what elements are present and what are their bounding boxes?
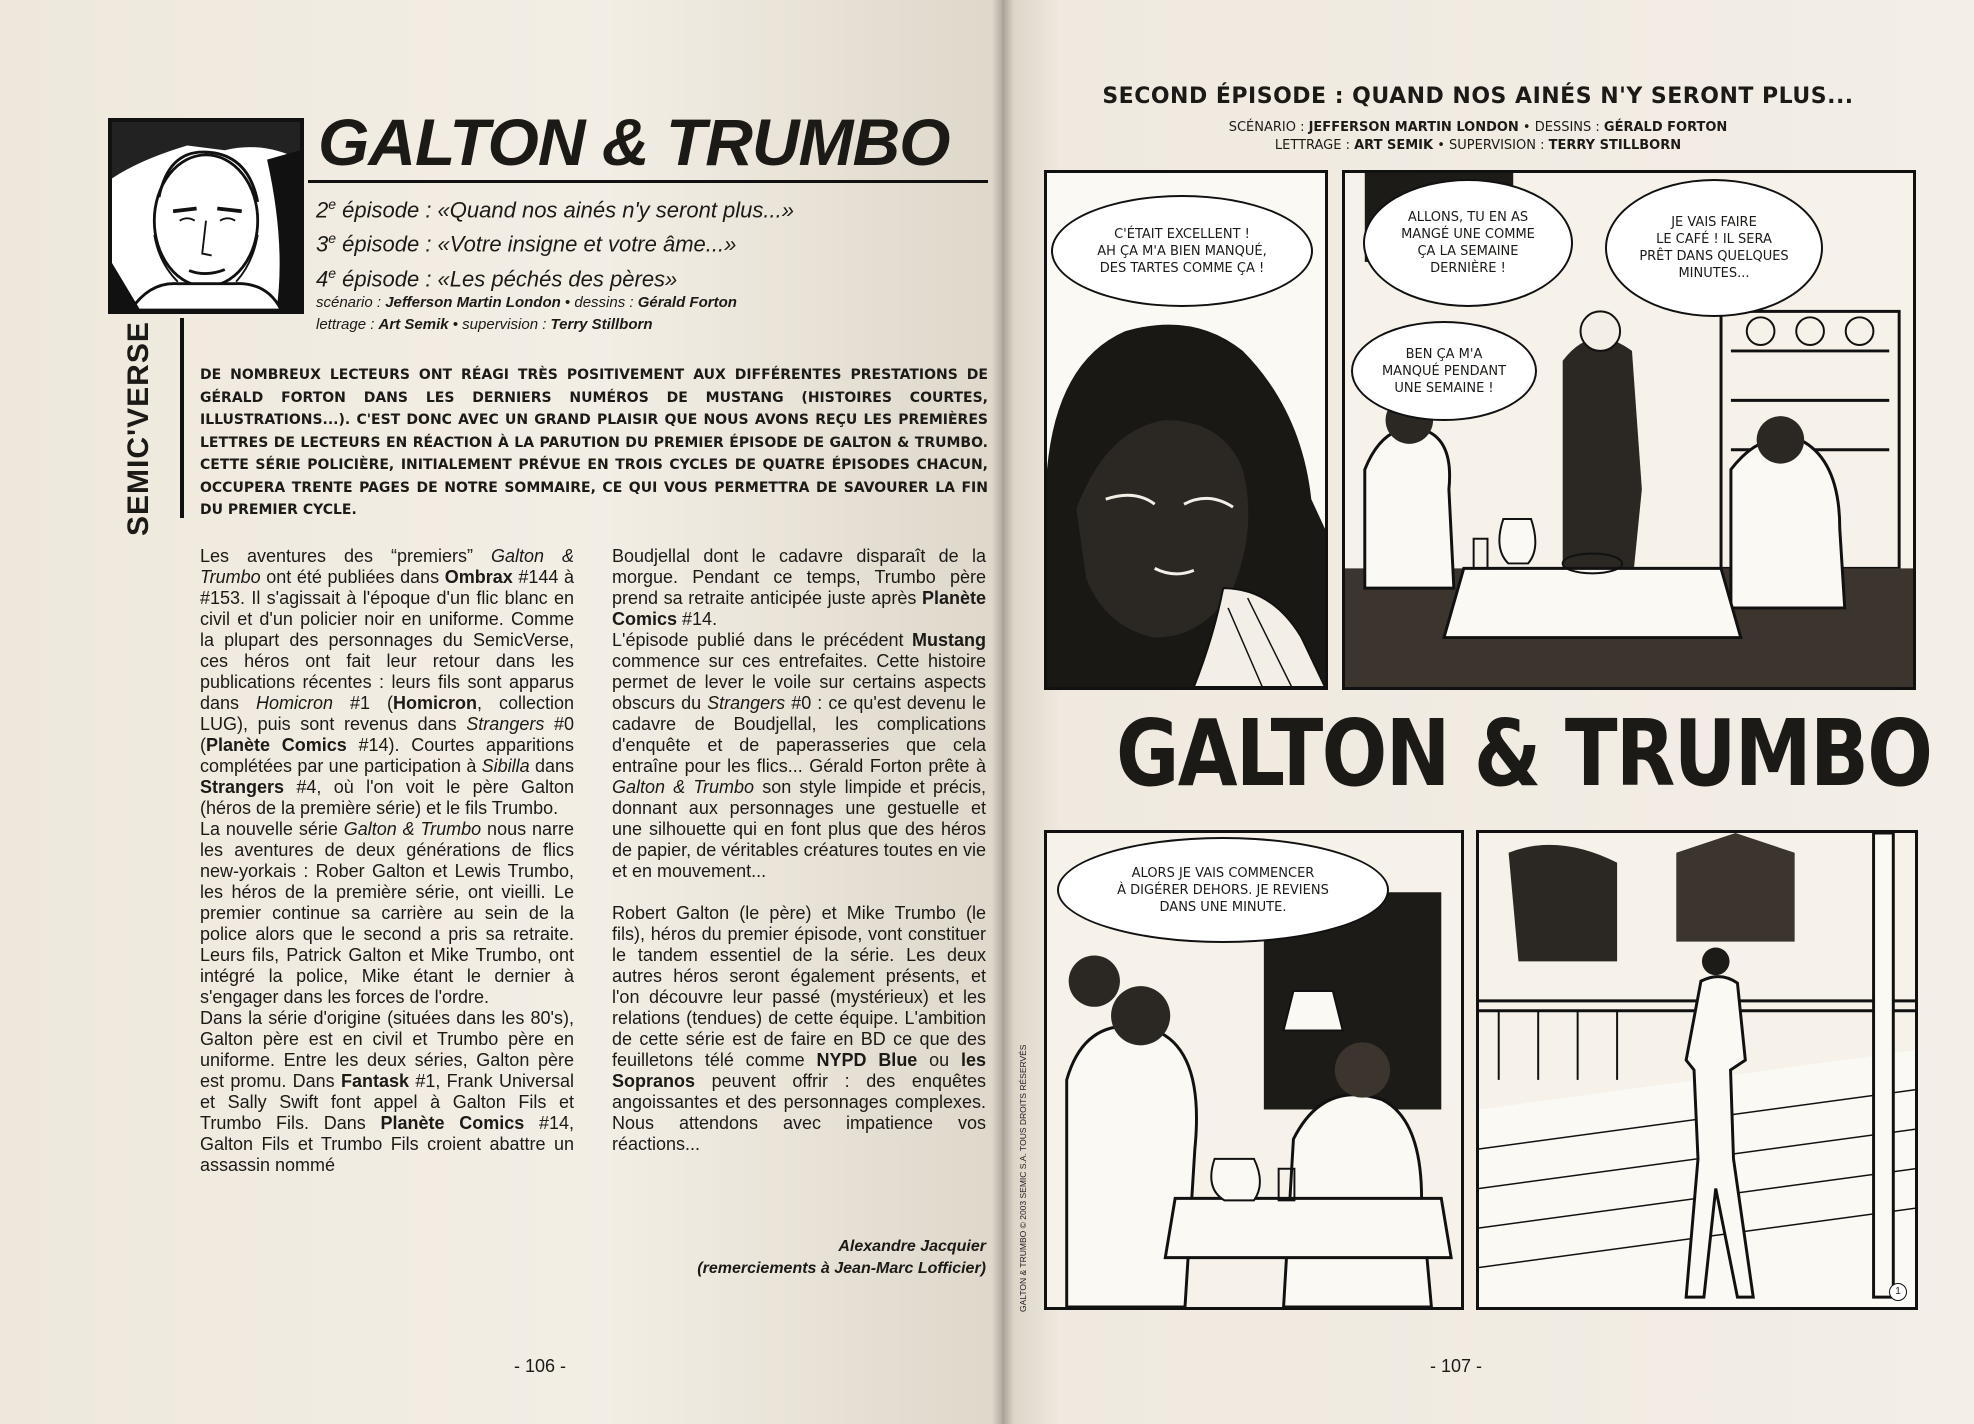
speech-balloon <box>1605 179 1823 317</box>
portrait-drawing <box>112 122 300 310</box>
comic-title: GALTON & TRUMBO <box>1116 700 1932 807</box>
episode-line <box>316 259 794 293</box>
intro-paragraph: DE NOMBREUX LECTEURS ONT RÉAGI TRÈS POSITIVEMENT AUX DIFFÉRENTES PRESTATIONS DE GÉRALD FORTON DANS LES DERNIERS NUMÉROS DE MUSTANG (HISTOIRES COURTES, ILLUSTRATIONS...). C'EST DONC AVEC UN GRAND PLAISIR QUE NOUS AVONS REÇU LES PREMIÈRES LETTRES DE LECTEURS EN RÉACTION À LA PARUTION DU PREMIER ÉPISODE DE GALTON & TRUMBO. CETTE SÉRIE POLICIÈRE, INITIALEMENT PRÉVUE EN TROIS CYCLES DE QUATRE ÉPISODES CHACUN, OCCUPERA TRENTE PAGES DE NOTRE SOMMAIRE, CE QUI VOUS PERMETTRA DE SAVOURER LA FIN DU PREMIER CYCLE. <box>200 367 988 518</box>
signature-thanks: (remerciements à Jean-Marc Lofficier) <box>697 1260 986 1277</box>
artist-name: Gérald Forton <box>637 294 737 311</box>
balloon-line: ALLONS, TU EN AS <box>1407 210 1529 225</box>
article-column-2 <box>612 546 986 1155</box>
balloon-line: ÇA LA SEMAINE <box>1417 244 1519 259</box>
credits-line-1: scénario : Jefferson Martin London • dessins : Gérald Forton <box>316 294 737 311</box>
balloon-line: MANQUÉ PENDANT <box>1381 363 1507 379</box>
comic-credits-2: LETTRAGE : ART SEMIK • SUPERVISION : TERRY STILLBORN <box>1274 138 1682 153</box>
episode-number: 2 <box>316 197 329 223</box>
balloon-line: MINUTES... <box>1678 266 1750 281</box>
episode-title: SECOND ÉPISODE : QUAND NOS AINÉS N'Y SERONT PLUS... <box>1102 84 1854 109</box>
credits-line-2: lettrage : Art Semik • supervision : Terry Stillborn <box>316 316 653 333</box>
page-number-right: - 107 - <box>1430 1356 1483 1376</box>
copyright-notice: GALTON & TRUMBO © 2003 SEMIC S.A. TOUS DROITS RÉSERVÉS <box>1018 1044 1028 1312</box>
episode-text: épisode : «Votre insigne et votre âme...» <box>336 231 737 257</box>
balloon-line: DES TARTES COMME ÇA ! <box>1099 260 1265 276</box>
section-label: SEMIC'VERSE <box>122 321 155 536</box>
episode-text: épisode : «Les péchés des pères» <box>336 265 678 291</box>
balloon-line: BEN ÇA M'A <box>1405 346 1483 362</box>
book-gutter <box>992 0 1014 1424</box>
balloon-line: DANS UNE MINUTE. <box>1159 899 1287 915</box>
episode-suffix: e <box>328 230 337 247</box>
paragraph: Robert Galton (le père) et Mike Trumbo (le fils), héros du premier épisode, vont constituer le tandem essentiel de la série. Les deux autres héros seront également présents, et l'on découvre leur passé (mystérieux) et les relations (tendues) de cette équipe. L'ambition de cette série est de faire en BD ce que des feuilletons télé comme NYPD Blue ou les Sopranos peuvent offrir : des enquêtes angoissantes et des personnages complexes. Nous attendons avec impatience vos réactions... <box>612 903 986 1154</box>
panel-4-art <box>1479 833 1915 1307</box>
speech-balloon <box>1057 837 1389 943</box>
comic-panel-2 <box>1342 170 1916 690</box>
page-number-left: - 106 - <box>514 1356 567 1376</box>
balloon-line: LE CAFÉ ! IL SERA <box>1656 232 1772 247</box>
paragraph: Dans la série d'origine (situées dans les 80's), Galton père est en civil et Trumbo père en uniforme. Entre les deux séries, Galton père est promu. Dans Fantask #1, Frank Universal et Sally Swift font appel à Galton Fils et Trumbo Fils. Dans Planète Comics #14, Galton Fils et Trumbo Fils croient abattre un assassin nommé <box>200 1008 574 1175</box>
supervisor-name: Terry Stillborn <box>550 316 653 333</box>
comic-credits-1: SCÉNARIO : JEFFERSON MARTIN LONDON • DESSINS : GÉRALD FORTON <box>1228 120 1728 135</box>
speech-balloon <box>1363 179 1573 307</box>
paragraph: Les aventures des “premiers” Galton & Trumbo ont été publiées dans Ombrax #144 à #153. Il s'agissait à l'époque d'un flic blanc en civil et d'un policier noir en uniforme. Comme la plupart des personnages du SemicVerse, ces héros ont fait leur retour dans les publications récentes : leurs fils sont apparus dans Homicron #1 (Homicron, collection LUG), puis sont revenus dans Strangers #0 (Planète Comics #14). Courtes apparitions complétées par une participation à Sibilla dans Strangers #4, où l'on voit le père Galton (héros de la première série) et le fils Trumbo. <box>200 546 574 818</box>
episode-text: épisode : «Quand nos ainés n'y seront plus...» <box>336 197 794 223</box>
signature <box>612 1236 986 1280</box>
signature-author: Alexandre Jacquier <box>838 1238 986 1255</box>
speech-balloon <box>1351 321 1537 421</box>
scenario-author: Jefferson Martin London <box>385 294 561 311</box>
right-page <box>1002 0 1974 1424</box>
title-divider <box>308 180 988 183</box>
comic-panel-1 <box>1044 170 1328 690</box>
article-column-1 <box>200 546 574 1176</box>
episode-suffix: e <box>328 196 337 212</box>
paragraph: L'épisode publié dans le précédent Mustang commence sur ces entrefaites. Cette histoire permet de lever le voile sur certains aspects obscurs du Strangers #0 : ce qu'est devenu le cadavre de Boudjellal, les complications d'enquête et de paperasseries que cela entraîne pour les flics... Gérald Forton prête à Galton & Trumbo son style limpide et précis, donnant aux personnages une gestuelle et une silhouette qui en font plus que des héros de papier, de véritables créatures toutes en vie et en mouvement... <box>612 630 986 881</box>
balloon-line: PRÊT DANS QUELQUES <box>1639 249 1789 264</box>
episode-suffix: e <box>328 264 337 281</box>
article-title: GALTON & TRUMBO <box>318 105 950 179</box>
episode-number: 3 <box>316 231 329 257</box>
comic-panel-3 <box>1044 830 1464 1310</box>
balloon-line: ALORS JE VAIS COMMENCER <box>1131 865 1315 881</box>
letterer-name: Art Semik <box>378 316 449 333</box>
balloon-line: À DIGÉRER DEHORS. JE REVIENS <box>1117 882 1329 898</box>
speech-balloon <box>1051 195 1313 307</box>
paragraph: La nouvelle série Galton & Trumbo nous narre les aventures de deux générations de flics new-yorkais : Rober Galton et Lewis Trumbo, les héros de la première série, ont vieilli. Le premier continue sa carrière au sein de la police alors que le second a pris sa retraite. Leurs fils, Patrick Galton et Mike Trumbo, ont intégré la police, Mike étant le dernier à s'engager dans les forces de l'ordre. <box>200 819 574 1007</box>
episode-line <box>316 224 794 258</box>
balloon-line: AH ÇA M'A BIEN MANQUÉ, <box>1097 243 1267 259</box>
balloon-line: UNE SEMAINE ! <box>1394 380 1494 396</box>
author-portrait-illustration <box>108 118 304 314</box>
balloon-line: C'ÉTAIT EXCELLENT ! <box>1114 226 1250 242</box>
balloon-line: DERNIÈRE ! <box>1430 261 1506 276</box>
episode-list <box>316 190 794 293</box>
comic-panel-4 <box>1476 830 1918 1310</box>
panel-number-badge: 1 <box>1889 1283 1907 1301</box>
paragraph: Boudjellal dont le cadavre disparaît de la morgue. Pendant ce temps, Trumbo père prend sa retraite anticipée juste après Planète Comics #14. <box>612 546 986 629</box>
section-divider <box>180 318 184 518</box>
balloon-line: JE VAIS FAIRE <box>1671 215 1757 230</box>
episode-line <box>316 190 794 224</box>
balloon-line: MANGÉ UNE COMME <box>1401 227 1535 242</box>
episode-number: 4 <box>316 265 329 291</box>
